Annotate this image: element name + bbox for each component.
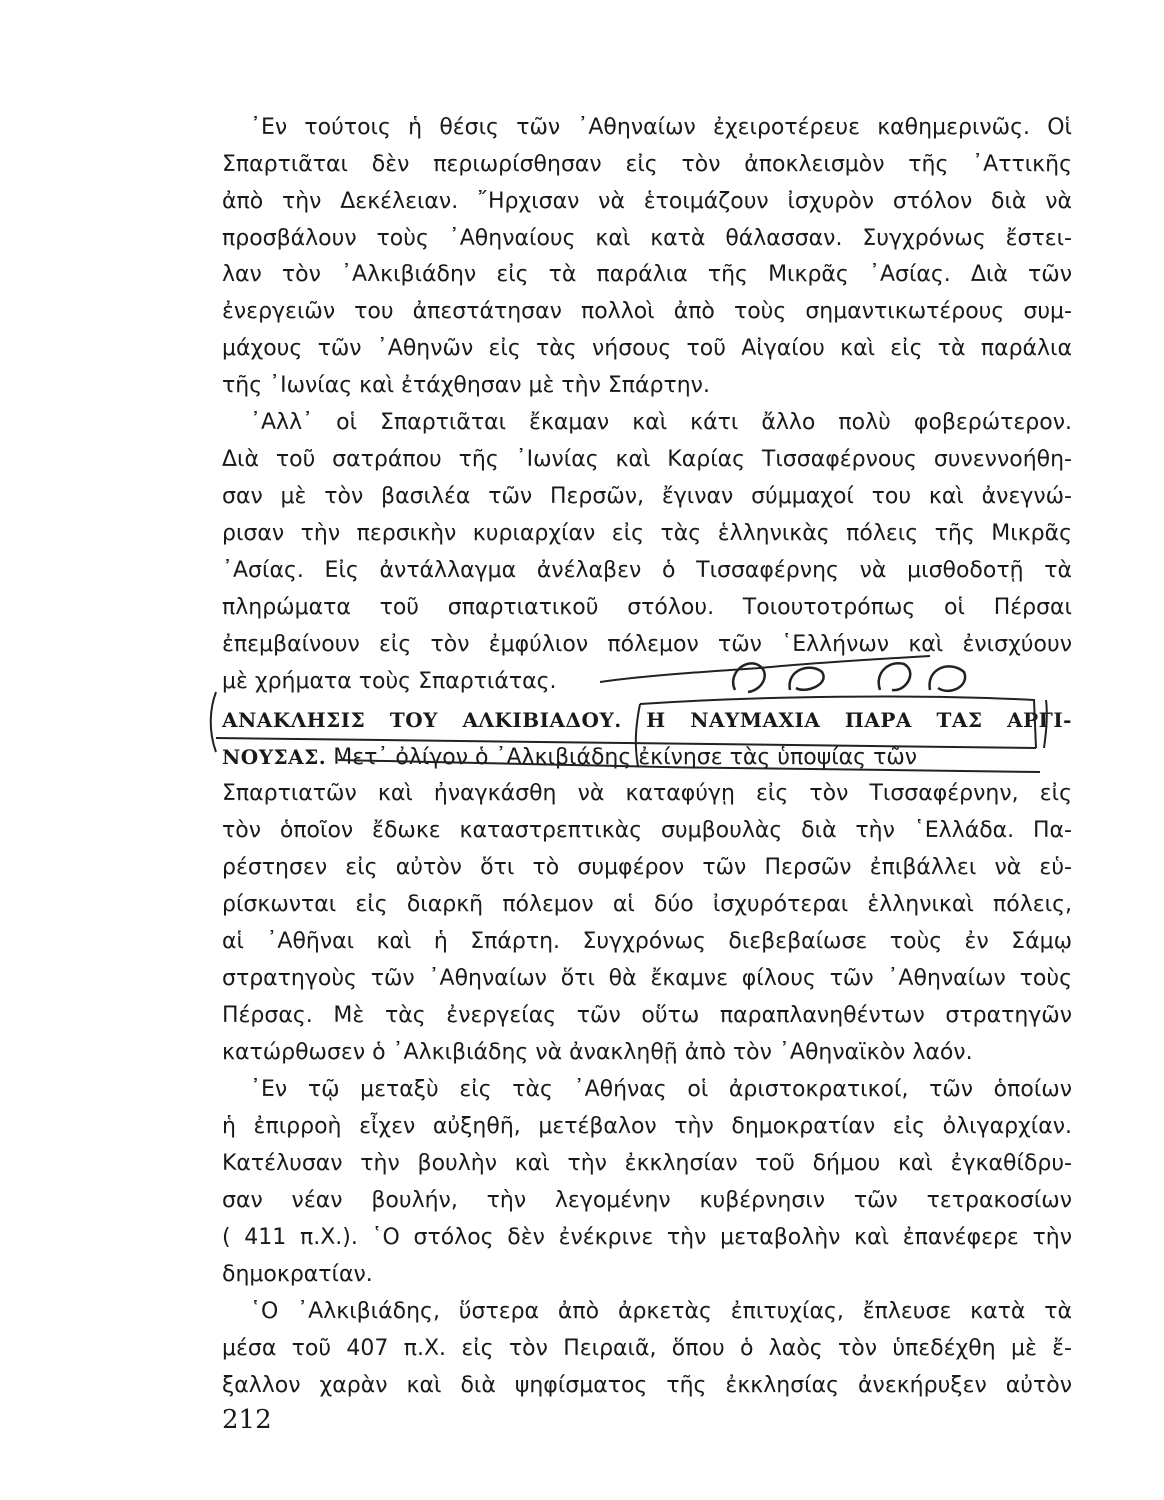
text-line: ξαλλον χαρὰν καὶ διὰ ψηφίσματος τῆς ἐκκλησίας ἀνεκήρυξεν αὐτὸν bbox=[222, 1373, 1072, 1398]
text-line: ( 411 π.Χ.). ῾Ο στόλος δὲν ἐνέκρινε τὴν μεταβολὴν καὶ ἐπανέφερε τὴν bbox=[222, 1225, 1072, 1250]
text-line: μάχους τῶν ᾿Αθηνῶν εἰς τὰς νήσους τοῦ Αἰγαίου καὶ εἰς τὰ παράλια bbox=[222, 336, 1072, 361]
text-line: προσβάλουν τοὺς ᾿Αθηναίους καὶ κατὰ θάλασσαν. Συγχρόνως ἔστει- bbox=[222, 226, 1072, 251]
section-heading-end: ΝΟΥΣΑΣ. bbox=[222, 745, 327, 769]
text-line: ᾿Εν τούτοις ἡ θέσις τῶν ᾿Αθηναίων ἐχειροτέρευε καθημερινῶς. Οἱ bbox=[250, 115, 1072, 140]
text-line: ᾿Εν τῷ μεταξὺ εἰς τὰς ᾿Αθήνας οἱ ἀριστοκρατικοί, τῶν ὁποίων bbox=[250, 1077, 1072, 1102]
text-segment: Μετ᾿ ὀλίγον ὁ ᾿Αλκιβιάδης ἐκίνησε τὰς ὑποψίας τῶν bbox=[333, 745, 918, 770]
text-line: μέσα τοῦ 407 π.Χ. εἰς τὸν Πειραιᾶ, ὅπου ὁ λαὸς τὸν ὑπεδέχθη μὲ ἔ- bbox=[222, 1336, 1072, 1361]
text-line: Πέρσας. Μὲ τὰς ἐνεργείας τῶν οὕτω παραπλανηθέντων στρατηγῶν bbox=[222, 1003, 1072, 1028]
text-line: πληρώματα τοῦ σπαρτιατικοῦ στόλου. Τοιουτοτρόπως οἱ Πέρσαι bbox=[222, 595, 1072, 620]
text-line: ἀπὸ τὴν Δεκέλειαν. ῎Ηρχισαν νὰ ἑτοιμάζουν ἰσχυρὸν στόλον διὰ νὰ bbox=[222, 189, 1072, 214]
section-heading: ΑΝΑΚΛΗΣΙΣ ΤΟΥ ΑΛΚΙΒΙΑΔΟΥ. Η ΝΑΥΜΑΧΙΑ ΠΑΡΑ ΤΑΣ ΑΡΓΙ- bbox=[222, 708, 1072, 732]
text-line: σαν μὲ τὸν βασιλέα τῶν Περσῶν, ἔγιναν σύμμαχοί του καὶ ἀνεγνώ- bbox=[222, 484, 1072, 509]
text-line: λαν τὸν ᾿Αλκιβιάδην εἰς τὰ παράλια τῆς Μικρᾶς ᾿Ασίας. Διὰ τῶν bbox=[222, 262, 1072, 287]
text-line: τὸν ὁποῖον ἔδωκε καταστρεπτικὰς συμβουλὰς διὰ τὴν ῾Ελλάδα. Πα- bbox=[222, 818, 1072, 843]
text-line: ἐπεμβαίνουν εἰς τὸν ἐμφύλιον πόλεμον τῶν ῾Ελλήνων καὶ ἐνισχύουν bbox=[222, 632, 1072, 657]
heading-continuation-line bbox=[222, 737, 1072, 777]
text-line: Σπαρτιᾶται δὲν περιωρίσθησαν εἰς τὸν ἀποκλεισμὸν τῆς ᾿Αττικῆς bbox=[222, 152, 1072, 177]
text-line: τῆς ᾿Ιωνίας καὶ ἐτάχθησαν μὲ τὴν Σπάρτην. bbox=[222, 373, 710, 398]
text-line: ᾿Αλλ᾿ οἱ Σπαρτιᾶται ἔκαμαν καὶ κάτι ἄλλο πολὺ φοβερώτερον. bbox=[250, 410, 1072, 435]
text-line: σαν νέαν βουλήν, τὴν λεγομένην κυβέρνησιν τῶν τετρακοσίων bbox=[222, 1188, 1072, 1213]
text-line: στρατηγοὺς τῶν ᾿Αθηναίων ὅτι θὰ ἔκαμνε φίλους τῶν ᾿Αθηναίων τοὺς bbox=[222, 966, 1072, 991]
page-number: 212 bbox=[222, 1405, 272, 1435]
text-line: ᾿Ασίας. Εἰς ἀντάλλαγμα ἀνέλαβεν ὁ Τισσαφέρνης νὰ μισθοδοτῇ τὰ bbox=[222, 558, 1072, 583]
text-line: Κατέλυσαν τὴν βουλὴν καὶ τὴν ἐκκλησίαν τοῦ δήμου καὶ ἐγκαθίδρυ- bbox=[222, 1151, 1072, 1176]
text-line: ρέστησεν εἰς αὐτὸν ὅτι τὸ συμφέρον τῶν Περσῶν ἐπιβάλλει νὰ εὑ- bbox=[222, 855, 1072, 880]
text-line: Διὰ τοῦ σατράπου τῆς ᾿Ιωνίας καὶ Καρίας Τισσαφέρνους συνεννοήθη- bbox=[222, 447, 1072, 472]
text-line: δημοκρατίαν. bbox=[222, 1262, 373, 1287]
text-line: ἐνεργειῶν του ἀπεστάτησαν πολλοὶ ἀπὸ τοὺς σημαντικωτέρους συμ- bbox=[222, 299, 1072, 324]
text-line: αἱ ᾿Αθῆναι καὶ ἡ Σπάρτη. Συγχρόνως διεβεβαίωσε τοὺς ἐν Σάμῳ bbox=[222, 929, 1072, 954]
pen-bracket-mark bbox=[211, 692, 216, 752]
text-line: ρίσκωνται εἰς διαρκῆ πόλεμον αἱ δύο ἰσχυρότεραι ἑλληνικαὶ πόλεις, bbox=[222, 892, 1072, 917]
text-line: Σπαρτιατῶν καὶ ἠναγκάσθη νὰ καταφύγῃ εἰς τὸν Τισσαφέρνην, εἰς bbox=[222, 781, 1072, 806]
text-line: κατώρθωσεν ὁ ᾿Αλκιβιάδης νὰ ἀνακληθῇ ἀπὸ τὸν ᾿Αθηναϊκὸν λαόν. bbox=[222, 1040, 973, 1065]
text-line: ἡ ἐπιρροὴ εἶχεν αὐξηθῆ, μετέβαλον τὴν δημοκρατίαν εἰς ὀλιγαρχίαν. bbox=[222, 1114, 1072, 1139]
text-line: ῾Ο ᾿Αλκιβιάδης, ὕστερα ἀπὸ ἀρκετὰς ἐπιτυχίας, ἔπλευσε κατὰ τὰ bbox=[250, 1299, 1072, 1324]
text-line: μὲ χρήματα τοὺς Σπαρτιάτας. bbox=[222, 669, 557, 694]
text-line: ρισαν τὴν περσικὴν κυριαρχίαν εἰς τὰς ἑλληνικὰς πόλεις τῆς Μικρᾶς bbox=[222, 521, 1072, 546]
